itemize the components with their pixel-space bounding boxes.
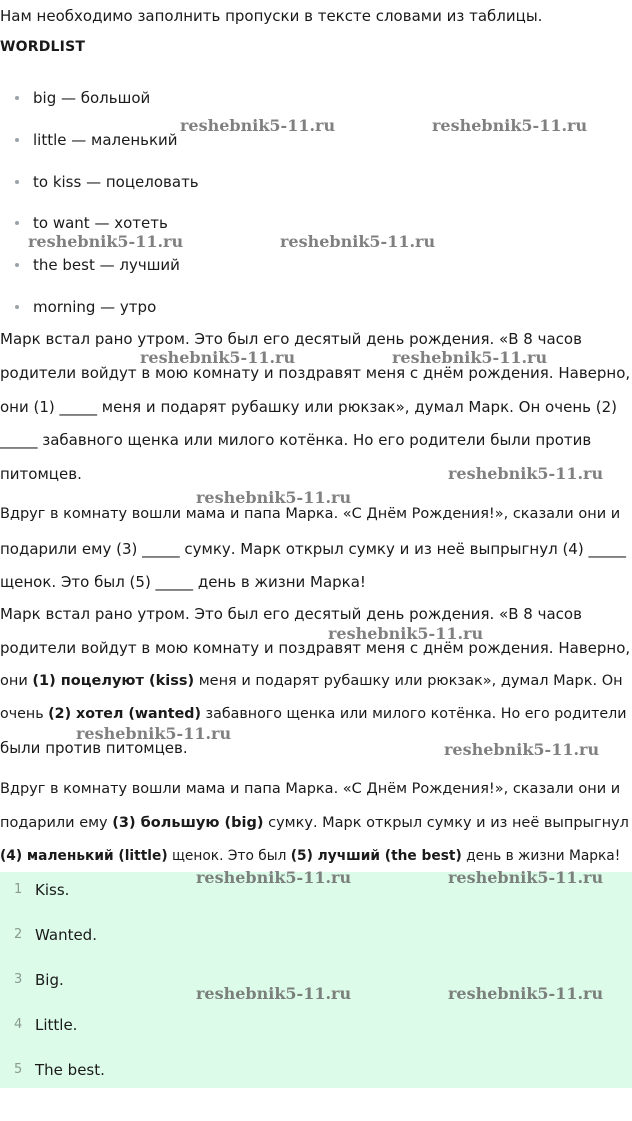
solution-line: подарили ему (3) большую (big) сумку. Марк открыл сумку и из неё выпрыгнул	[0, 815, 629, 831]
watermark: reshebnik5-11.ru	[76, 724, 232, 743]
watermark: reshebnik5-11.ru	[448, 984, 604, 1003]
watermark: reshebnik5-11.ru	[196, 488, 352, 507]
answer-text: Kiss.	[35, 881, 70, 899]
wordlist-item: big — большой	[0, 84, 199, 126]
answer-number: 2	[14, 927, 23, 942]
solution-line: они (1) поцелуют (kiss) меня и подарят рубашку или рюкзак», думал Марк. Он	[0, 673, 623, 689]
watermark: reshebnik5-11.ru	[140, 348, 296, 367]
watermark: reshebnik5-11.ru	[444, 740, 600, 759]
task-line: подарили ему (3) _____ сумку. Марк открыл сумку и из неё выпрыгнул (4) _____	[0, 540, 626, 558]
watermark: reshebnik5-11.ru	[180, 116, 336, 135]
watermark: reshebnik5-11.ru	[432, 116, 588, 135]
watermark: reshebnik5-11.ru	[280, 232, 436, 251]
bullet-icon	[15, 96, 19, 100]
bullet-icon	[15, 305, 19, 309]
answer-highlight: (1) поцелуют (kiss)	[32, 673, 195, 689]
solution-line: были против питомцев.	[0, 739, 188, 757]
task-line: Марк встал рано утром. Это был его десятый день рождения. «В 8 часов	[0, 330, 582, 348]
wordlist-item: to want — хотеть	[0, 209, 199, 251]
answer-number: 5	[14, 1062, 23, 1077]
bullet-icon	[15, 263, 19, 267]
answer-highlight: (4) маленький (little)	[0, 848, 168, 864]
task-line: _____ забавного щенка или милого котёнка. Но его родители были против	[0, 431, 592, 449]
task-line: питомцев.	[0, 465, 82, 483]
solution-line: Вдруг в комнату вошли мама и папа Марка. «С Днём Рождения!», сказали они и	[0, 781, 621, 797]
solution-line: родители войдут в мою комнату и поздравят меня с днём рождения. Наверно,	[0, 639, 631, 657]
answer-highlight: (3) большую (big)	[112, 815, 264, 831]
answer-text: Big.	[35, 971, 64, 989]
watermark: reshebnik5-11.ru	[328, 624, 484, 643]
task-line: родители войдут в мою комнату и поздравят меня с днём рождения. Наверно,	[0, 364, 631, 382]
wordlist-title: WORDLIST	[0, 39, 86, 55]
answer-highlight: (5) лучший (the best)	[290, 848, 462, 864]
answer-highlight: (2) хотел (wanted)	[48, 706, 201, 722]
watermark: reshebnik5-11.ru	[448, 464, 604, 483]
answer-number: 3	[14, 972, 23, 987]
answer-text: Wanted.	[35, 926, 97, 944]
instruction-text: Нам необходимо заполнить пропуски в тексте словами из таблицы.	[0, 7, 543, 25]
watermark: reshebnik5-11.ru	[196, 984, 352, 1003]
watermark: reshebnik5-11.ru	[28, 232, 184, 251]
answer-text: The best.	[35, 1061, 105, 1079]
watermark: reshebnik5-11.ru	[448, 868, 604, 887]
solution-line: Марк встал рано утром. Это был его десятый день рождения. «В 8 часов	[0, 605, 582, 623]
wordlist-item: morning — утро	[0, 293, 199, 335]
wordlist	[0, 84, 199, 335]
watermark: reshebnik5-11.ru	[392, 348, 548, 367]
bullet-icon	[15, 138, 19, 142]
bullet-icon	[15, 221, 19, 225]
answer-text: Little.	[35, 1016, 78, 1034]
answer-number: 1	[14, 882, 23, 897]
task-line: Вдруг в комнату вошли мама и папа Марка. «С Днём Рождения!», сказали они и	[0, 506, 621, 522]
wordlist-item: to kiss — поцеловать	[0, 168, 199, 210]
solution-line: (4) маленький (little) щенок. Это был (5) лучший (the best) день в жизни Марка!	[0, 848, 621, 864]
answer-number: 4	[14, 1017, 23, 1032]
wordlist-item: little — маленький	[0, 126, 199, 168]
task-line: щенок. Это был (5) _____ день в жизни Марка!	[0, 573, 366, 591]
wordlist-item: the best — лучший	[0, 251, 199, 293]
bullet-icon	[15, 180, 19, 184]
solution-line: очень (2) хотел (wanted) забавного щенка или милого котёнка. Но его родители	[0, 706, 627, 722]
task-line: они (1) _____ меня и подарят рубашку или рюкзак», думал Марк. Он очень (2)	[0, 398, 617, 416]
watermark: reshebnik5-11.ru	[196, 868, 352, 887]
answers-panel	[0, 872, 632, 1088]
